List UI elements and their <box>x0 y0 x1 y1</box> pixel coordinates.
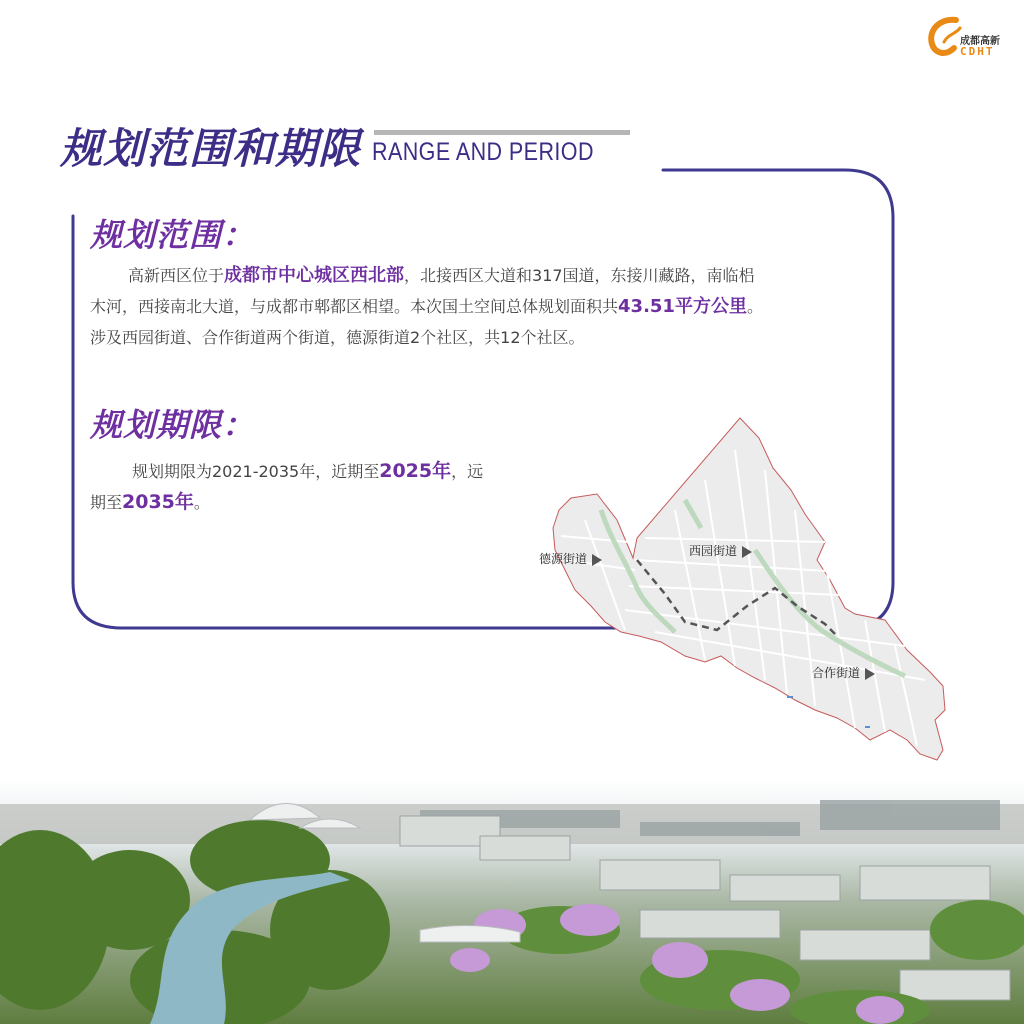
period-paragraph <box>90 456 550 518</box>
period-text: 规划期限为2021-2035年，近期至 <box>132 462 380 481</box>
map-label-xiyuan <box>689 542 752 559</box>
period-heading: 规划期限： <box>90 406 256 444</box>
period-line-1 <box>90 456 550 487</box>
period-text: 。 <box>193 493 210 512</box>
range-highlight-location: 成都市中心城区西北部 <box>224 265 405 286</box>
triangle-marker-icon <box>592 554 602 566</box>
range-text: 高新西区位于 <box>128 266 225 285</box>
period-line-2 <box>90 487 550 518</box>
range-heading: 规划范围： <box>90 216 256 254</box>
range-text: 。 <box>746 297 763 316</box>
range-text: ，北接西区大道和317国道，东接川藏路，南临梠 <box>404 266 755 285</box>
map-label-text: 合作街道 <box>812 666 861 680</box>
map-label-text: 西园街道 <box>689 544 738 558</box>
period-highlight-near: 2025年 <box>379 460 452 482</box>
logo-text-cn: 成都高新 <box>960 36 1000 47</box>
aerial-city-illustration <box>0 780 1024 1024</box>
logo-text-en: CDHT <box>960 45 995 58</box>
range-highlight-area: 43.51平方公里 <box>618 296 747 317</box>
period-text: ，远 <box>451 462 484 481</box>
district-map-graphic <box>525 410 955 770</box>
range-line-2 <box>90 291 880 322</box>
period-text: 期至 <box>90 493 123 512</box>
period-highlight-far: 2035年 <box>122 491 194 513</box>
map-label-text: 德源街道 <box>539 552 588 566</box>
map-label-deyuan <box>539 550 602 567</box>
range-line-3: 涉及西园街道、合作街道两个街道，德源街道2个社区，共12个社区。 <box>90 328 585 347</box>
page-title: 规划范围和期限 <box>60 124 362 173</box>
district-map <box>525 410 955 774</box>
triangle-marker-icon <box>865 668 875 680</box>
page-subtitle-en: RANGE AND PERIOD <box>372 138 594 166</box>
map-label-hezuo <box>812 664 875 681</box>
range-line-1 <box>90 260 880 291</box>
triangle-marker-icon <box>742 546 752 558</box>
range-text: 木河，西接南北大道，与成都市郫都区相望。本次国土空间总体规划面积共 <box>90 297 619 316</box>
aerial-city-photo <box>0 780 1024 1024</box>
range-paragraph <box>90 260 880 353</box>
